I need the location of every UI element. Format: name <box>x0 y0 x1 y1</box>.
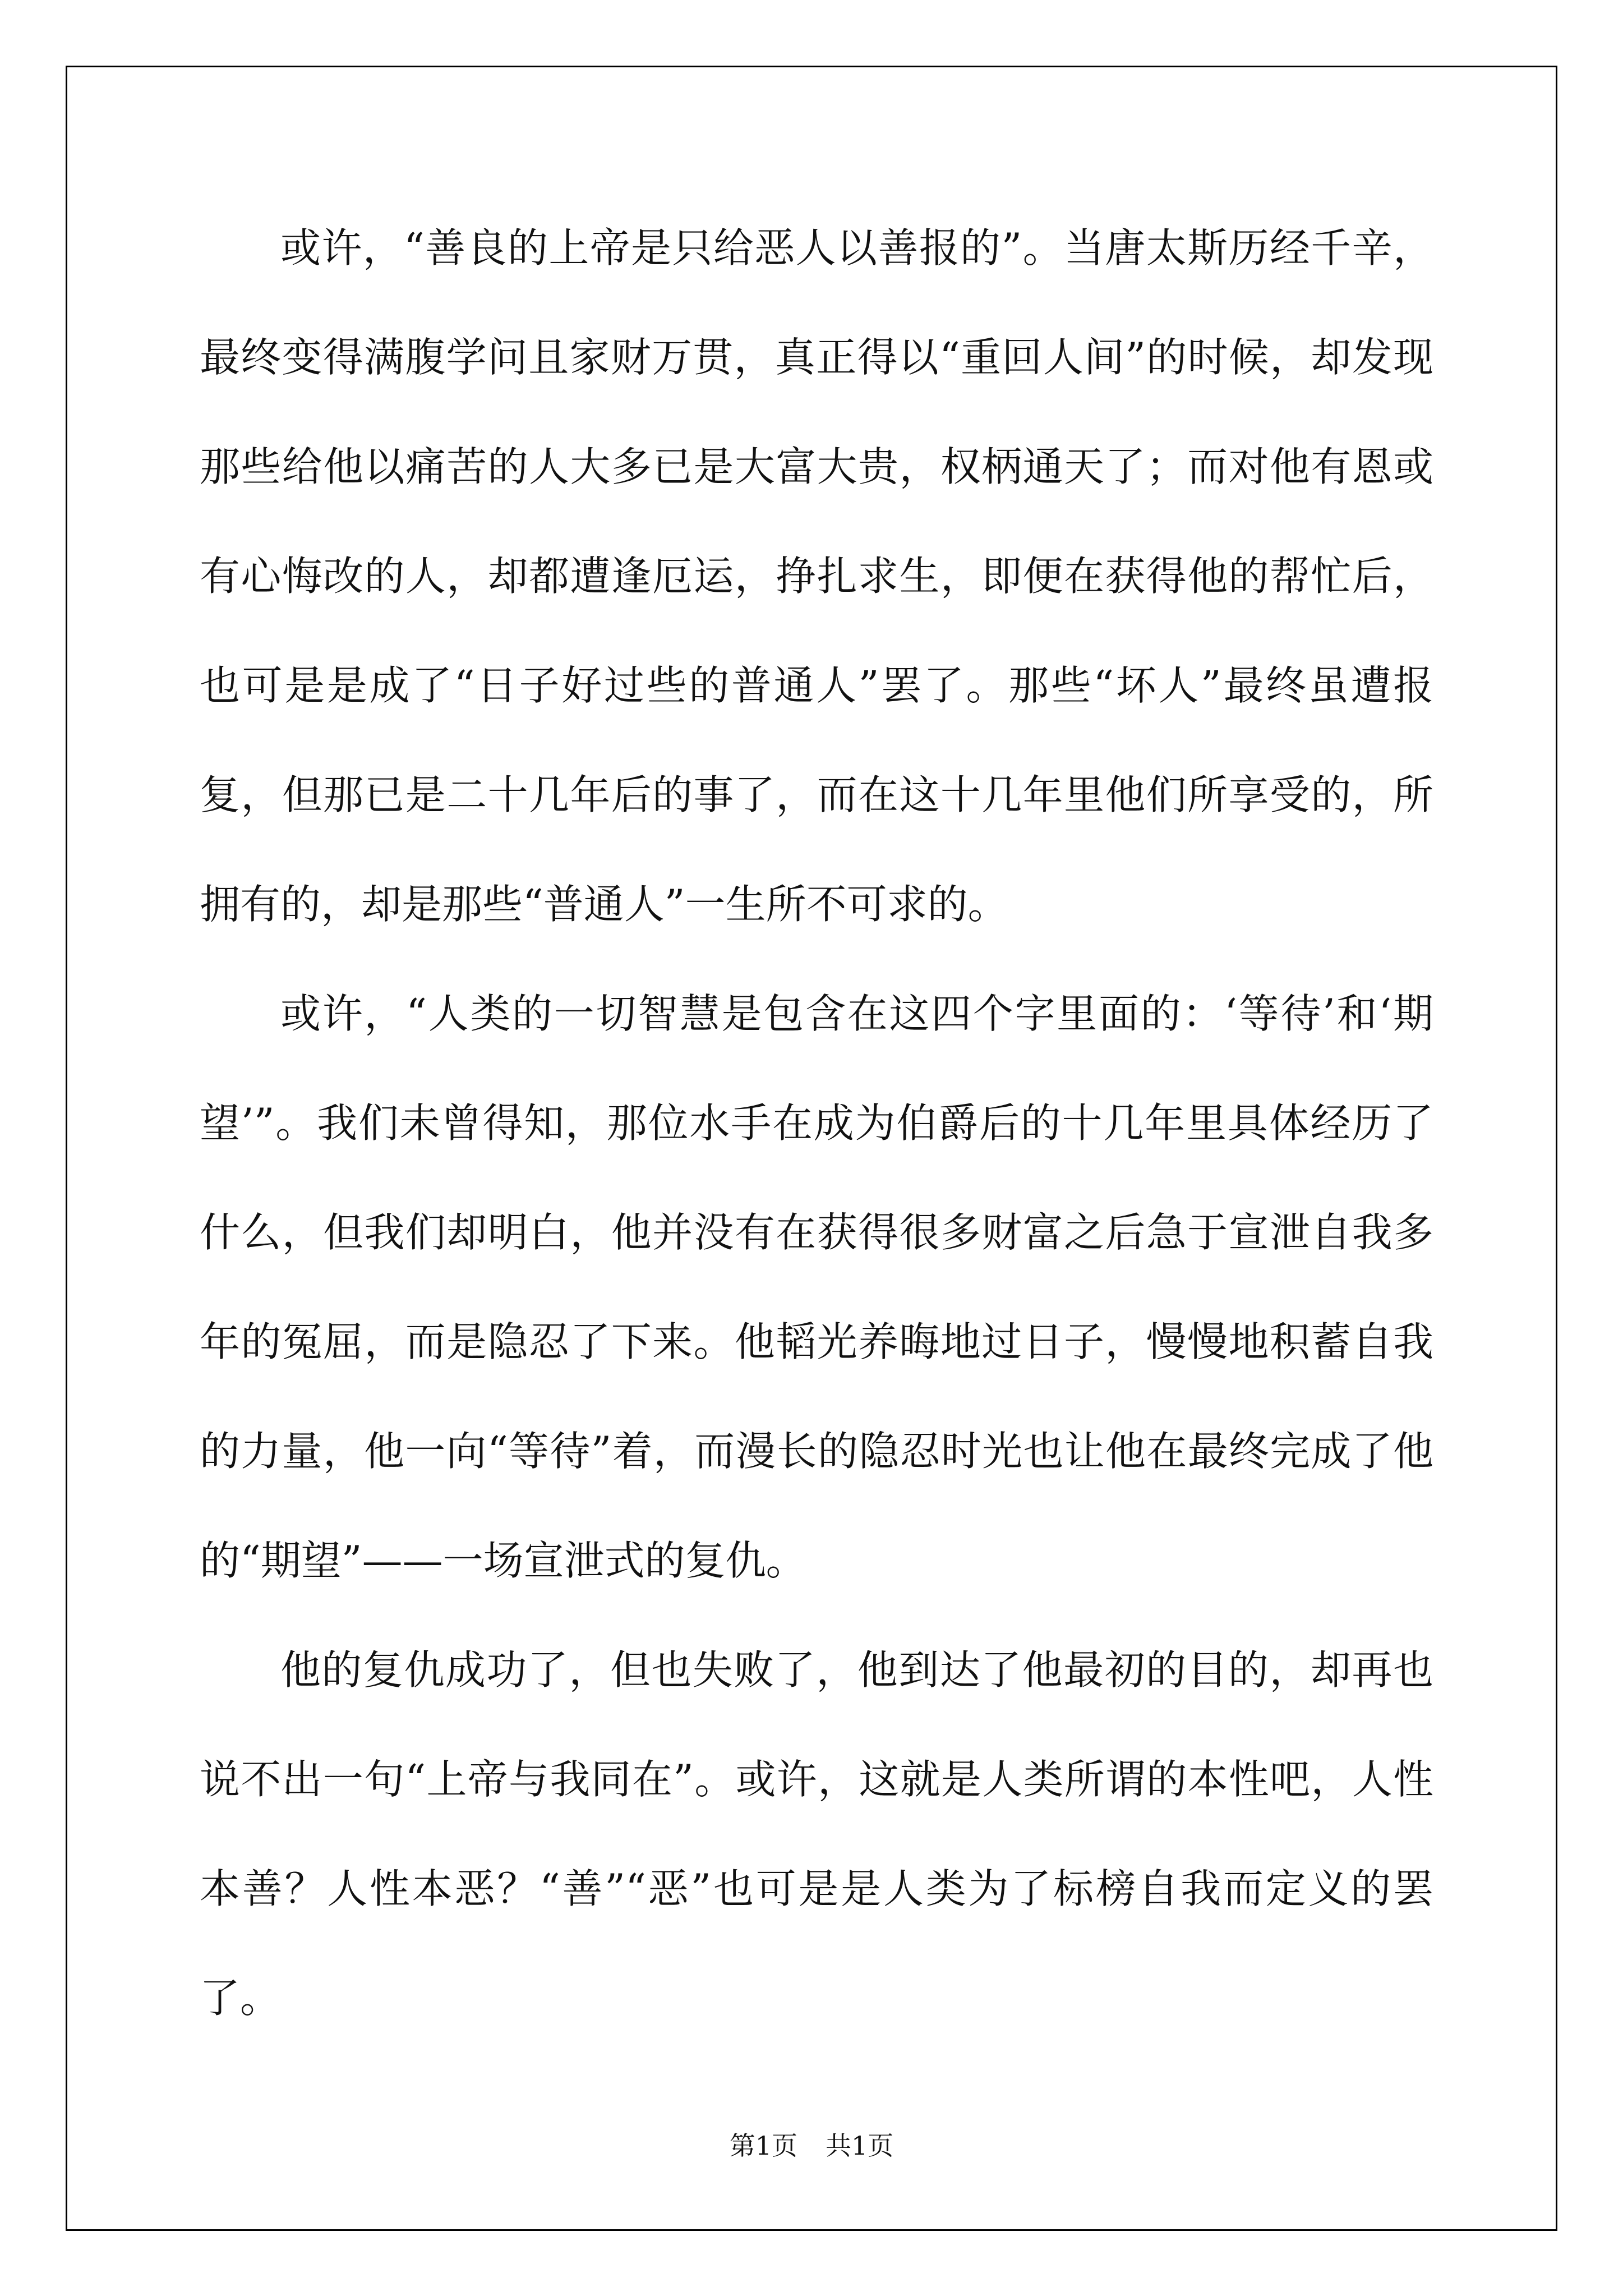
page-number: 第1页 <box>729 2131 797 2161</box>
paragraph-3: 他的复仇成功了，但也失败了，他到达了他最初的目的，却再也说不出一句“上帝与我同在”。或许，这就是人类所谓的本性吧，人性本善？人性本恶？“善”“恶”也可是是人类为了标榜自我而定义的罢了。 <box>200 1646 1433 2022</box>
paragraph-1: 或许，“善良的上帝是只给恶人以善报的”。当唐太斯历经千辛，最终变得满腹学问且家财万贯，真正得以“重回人间”的时候，却发现那些给他以痛苦的人大多已是大富大贵，权柄通天了；而对他有恩或有心悔改的人，却都遭逢厄运，挣扎求生，即便在获得他的帮忙后，也可是是成了“日子好过些的普通人”罢了。那些“坏人”最终虽遭报复，但那已是二十几年后的事了，而在这十几年里他们所享受的，所拥有的，却是那些“普通人”一生所不可求的。 <box>200 224 1433 928</box>
paragraph-2: 或许，“人类的一切智慧是包含在这四个字里面的：‘等待’和‘期望’”。我们未曾得知，那位水手在成为伯爵后的十几年里具体经历了什么，但我们却明白，他并没有在获得很多财富之后急于宣泄自我多年的冤屈，而是隐忍了下来。他韬光养晦地过日子，慢慢地积蓄自我的力量，他一向“等待”着，而漫长的隐忍时光也让他在最终完成了他的“期望”——一场宣泄式的复仇。 <box>200 990 1433 1584</box>
document-body <box>200 194 1433 2053</box>
page-footer <box>0 2129 1623 2162</box>
page-total: 共1页 <box>826 2131 894 2161</box>
